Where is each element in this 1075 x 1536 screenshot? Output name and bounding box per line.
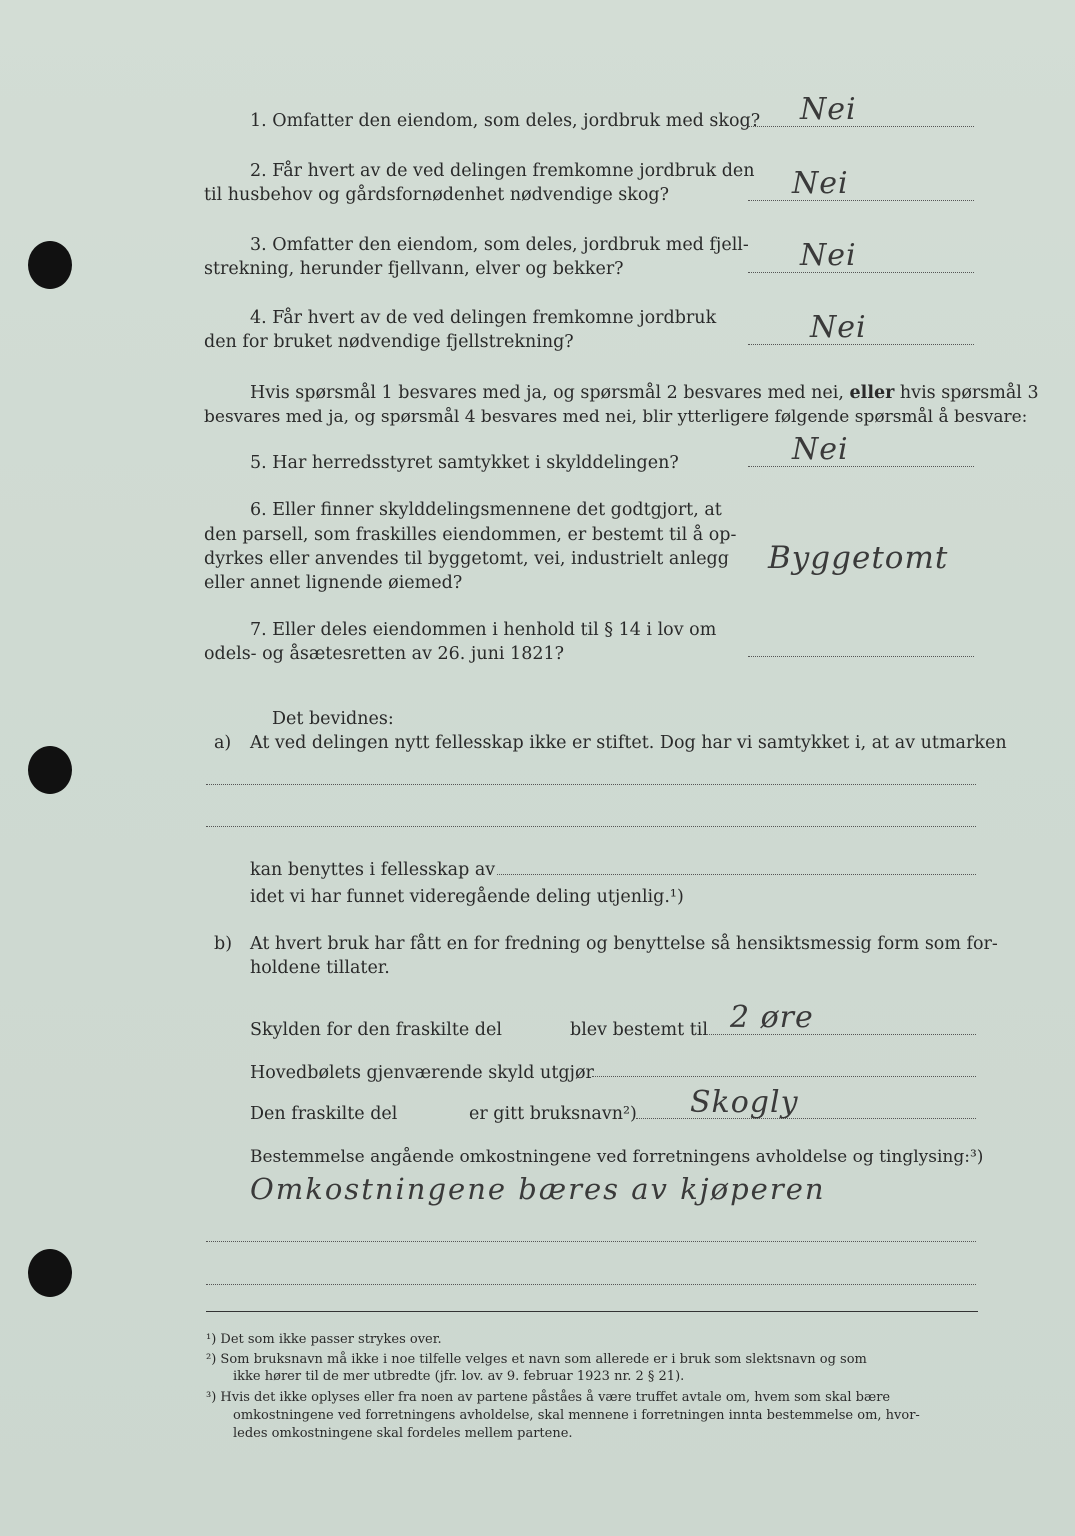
bestemmelse-line-2 (206, 1284, 976, 1285)
question-3-answer-line (748, 272, 974, 273)
question-6-text-line3: dyrkes eller anvendes til byggetomt, vei, industrielt anlegg (204, 549, 729, 569)
attest-a-label: a) (214, 733, 232, 753)
punch-hole-middle (28, 746, 72, 794)
question-1-answer: Nei (800, 92, 857, 127)
conditional-line1-b: hvis spørsmål 3 (899, 383, 1039, 403)
attest-b-line2: holdene tillater. (250, 958, 390, 978)
bruksnavn-value: Skogly (690, 1085, 799, 1120)
bestemmelse-value: Omkostningene bæres av kjøperen (250, 1172, 826, 1206)
skyld-label-b: blev bestemt til (570, 1020, 708, 1040)
footnote-3-line1: ³) Hvis det ikke oplyses eller fra noen av partene påståes å være truffet avtale om, hvem som skal bære (206, 1390, 891, 1405)
attest-a-fellesskap: kan benyttes i fellesskap av (250, 860, 496, 880)
footnote-2-line2: ikke hører til de mer utbredte (jfr. lov. av 9. februar 1923 nr. 2 § 21). (233, 1369, 685, 1384)
bestemmelse-line-1 (206, 1241, 976, 1242)
bruksnavn-line (636, 1118, 976, 1119)
question-5-answer: Nei (792, 432, 849, 467)
attest-a-line-1 (206, 784, 976, 785)
attest-a-text: At ved delingen nytt fellesskap ikke er stiftet. Dog har vi samtykket i, at av utmarken (250, 733, 1007, 753)
hovedbol-label: Hovedbølets gjenværende skyld utgjør (250, 1063, 594, 1083)
question-6-answer: Byggetomt (768, 540, 949, 576)
question-6-text-line1: 6. Eller finner skylddelingsmennene det godtgjort, at (250, 500, 722, 520)
question-7-text-line1: 7. Eller deles eiendommen i henhold til § 14 i lov om (250, 620, 717, 640)
question-3-text-line2: strekning, herunder fjellvann, elver og bekker? (204, 259, 624, 279)
question-2-answer: Nei (792, 166, 849, 201)
question-2-text-line2: til husbehov og gårdsfornødenhet nødvendige skog? (204, 185, 669, 205)
bruksnavn-label-b: er gitt bruksnavn²) (469, 1104, 637, 1124)
question-3-text-line1: 3. Omfatter den eiendom, som deles, jordbruk med fjell- (250, 235, 749, 255)
question-6-text-line2: den parsell, som fraskilles eiendommen, er bestemt til å op- (204, 525, 737, 545)
question-2-answer-line (748, 200, 974, 201)
question-1-answer-line (748, 126, 974, 127)
hovedbol-line (592, 1076, 976, 1077)
punch-hole-bottom (28, 1249, 72, 1297)
bestemmelse-label: Bestemmelse angående omkostningene ved forretningens avholdelse og tinglysing:³) (250, 1147, 984, 1167)
question-4-text-line1: 4. Får hvert av de ved delingen fremkomne jordbruk (250, 308, 717, 328)
question-6-text-line4: eller annet lignende øiemed? (204, 573, 463, 593)
skyld-label-a: Skylden for den fraskilte del (250, 1020, 502, 1040)
footnote-3-line2: omkostningene ved forretningens avholdelse, skal mennene i forretningen innta bestemmelse om, hvor- (233, 1408, 920, 1423)
attest-a-line-2 (206, 826, 976, 827)
question-4-answer: Nei (810, 310, 867, 345)
conditional-line1-bold: eller (849, 383, 895, 403)
conditional-line1-a: Hvis spørsmål 1 besvares med ja, og spørsmål 2 besvares med nei, (250, 383, 844, 403)
attest-a-fellesskap-line (497, 874, 976, 875)
attest-b-line1: At hvert bruk har fått en for fredning og benyttelse så hensiktsmessig form som for- (250, 934, 998, 954)
footnote-separator (206, 1311, 978, 1312)
skyld-value: 2 øre (730, 1000, 814, 1035)
question-7-answer-line (748, 656, 974, 657)
question-4-text-line2: den for bruket nødvendige fjellstrekning? (204, 332, 574, 352)
question-7-text-line2: odels- og åsætesretten av 26. juni 1821? (204, 644, 564, 664)
footnote-3-line3: ledes omkostningene skal fordeles mellem partene. (233, 1426, 573, 1441)
footnote-1: ¹) Det som ikke passer strykes over. (206, 1332, 442, 1347)
attest-b-label: b) (214, 934, 233, 954)
question-3-answer: Nei (800, 238, 857, 273)
punch-hole-top (28, 241, 72, 289)
conditional-line1 (250, 381, 1039, 405)
footnote-2-line1: ²) Som bruksnavn må ikke i noe tilfelle velges et navn som allerede er i bruk som slektsnavn og som (206, 1352, 867, 1367)
conditional-line2: besvares med ja, og spørsmål 4 besvares med nei, blir ytterligere følgende spørsmål å besvare: (204, 407, 1028, 427)
attest-heading: Det bevidnes: (272, 709, 394, 729)
question-5-text: 5. Har herredsstyret samtykket i skylddelingen? (250, 453, 679, 473)
question-1-text: 1. Omfatter den eiendom, som deles, jordbruk med skog? (250, 111, 761, 131)
question-5-answer-line (748, 466, 974, 467)
attest-a-utjenlig: idet vi har funnet videregående deling utjenlig.¹) (250, 887, 684, 907)
question-2-text-line1: 2. Får hvert av de ved delingen fremkomne jordbruk den (250, 161, 755, 181)
bruksnavn-label-a: Den fraskilte del (250, 1104, 398, 1124)
